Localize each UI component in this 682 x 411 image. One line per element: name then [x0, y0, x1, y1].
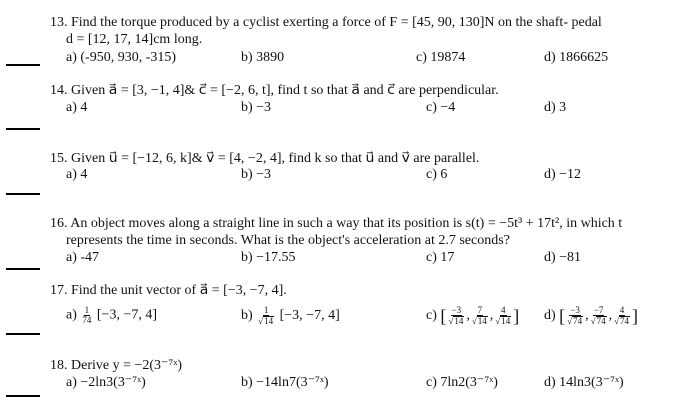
- option-d[interactable]: d) 3: [544, 100, 567, 115]
- option-a-label: a): [66, 307, 77, 323]
- option-a[interactable]: a) 4: [66, 100, 88, 115]
- fraction: $\frac{1}{74}$: [82, 305, 92, 325]
- question-13-text: 13. Find the torque produced by a cyclist exerting a force of F = [45, 90, 130]N on the shaft- pedal: [50, 15, 602, 30]
- option-a[interactable]: a) -47: [66, 250, 100, 265]
- option-d[interactable]: d) 14ln3(3⁻⁷ˣ): [544, 375, 624, 390]
- question-16-text-cont: represents the time in seconds. What is the object's acceleration at 2.7 seconds?: [66, 233, 510, 248]
- question-13-text-cont: d = [12, 17, 14]cm long.: [66, 32, 203, 47]
- option-c[interactable]: c) −4: [426, 100, 456, 115]
- vector: [−3, −7, 4]: [279, 308, 340, 324]
- vector: [−3, −7, 4]: [96, 307, 158, 323]
- option-c[interactable]: c) 6: [426, 167, 448, 182]
- option-d[interactable]: d) −12: [544, 167, 582, 182]
- option-d[interactable]: d) 1866625: [544, 50, 609, 65]
- question-18-text: 18. Derive y = −2(3⁻⁷ˣ): [50, 358, 183, 373]
- option-d-label: d): [544, 308, 556, 324]
- option-b[interactable]: b) −17.55: [241, 250, 296, 265]
- answer-blank-16[interactable]: [6, 268, 40, 270]
- option-b[interactable]: b) −14ln7(3⁻⁷ˣ): [241, 375, 329, 390]
- option-d[interactable]: d) −81: [544, 250, 582, 265]
- fraction: $\frac{4}{√74}$: [614, 305, 630, 326]
- fraction: $\frac{-3}{√74}$: [567, 305, 583, 326]
- option-c[interactable]: c) [ $\frac{-3}{√14}$ , $\frac{7}{√14}$ , $\frac{4}{√14}$ ]: [426, 305, 520, 326]
- fraction: $\frac{4}{√14}$: [495, 305, 511, 326]
- option-c[interactable]: c) 19874: [416, 50, 466, 65]
- question-16-text: 16. An object moves along a straight line in such a way that its position is s(t) = −5t³ + 17t², in which t: [50, 216, 623, 231]
- fraction: $\frac{-3}{√14}$: [448, 305, 464, 326]
- option-b[interactable]: b) −3: [241, 167, 272, 182]
- fraction: $\frac{1}{√14}$: [258, 305, 274, 326]
- option-b[interactable]: [241, 306, 340, 326]
- answer-blank-13[interactable]: [6, 64, 40, 66]
- option-c[interactable]: c) 7ln2(3⁻⁷ˣ): [426, 375, 498, 390]
- answer-blank-17[interactable]: [6, 333, 40, 335]
- fraction: $\frac{7}{√14}$: [471, 305, 487, 326]
- option-a[interactable]: a) −2ln3(3⁻⁷ˣ): [66, 375, 146, 390]
- answer-blank-18[interactable]: [6, 395, 40, 397]
- option-a[interactable]: a) 4: [66, 167, 88, 182]
- option-c-label: c): [426, 308, 437, 324]
- fraction: $\frac{-7}{√74}$: [590, 305, 606, 326]
- answer-blank-14[interactable]: [6, 128, 40, 130]
- option-c[interactable]: c) 17: [426, 250, 455, 265]
- option-b[interactable]: b) 3890: [241, 50, 285, 65]
- question-15-text: 15. Given u⃗ = [−12, 6, k]& v⃗ = [4, −2, 4], find k so that u⃗ and v⃗ are parallel.: [50, 151, 480, 166]
- option-a[interactable]: [66, 306, 157, 325]
- answer-blank-15[interactable]: [6, 193, 40, 195]
- question-14-text: 14. Given a⃗ = [3, −1, 4]& c⃗ = [−2, 6, t], find t so that a⃗ and c⃗ are perpendicular.: [50, 83, 499, 98]
- option-b[interactable]: b) −3: [241, 100, 272, 115]
- option-b-label: b): [241, 308, 253, 324]
- option-a[interactable]: a) (-950, 930, -315): [66, 50, 177, 65]
- option-d[interactable]: d) [ $\frac{-3}{√74}$ , $\frac{-7}{√74}$ , $\frac{4}{√74}$ ]: [544, 305, 639, 326]
- question-17-text: 17. Find the unit vector of a⃗ = [−3, −7, 4].: [50, 283, 287, 298]
